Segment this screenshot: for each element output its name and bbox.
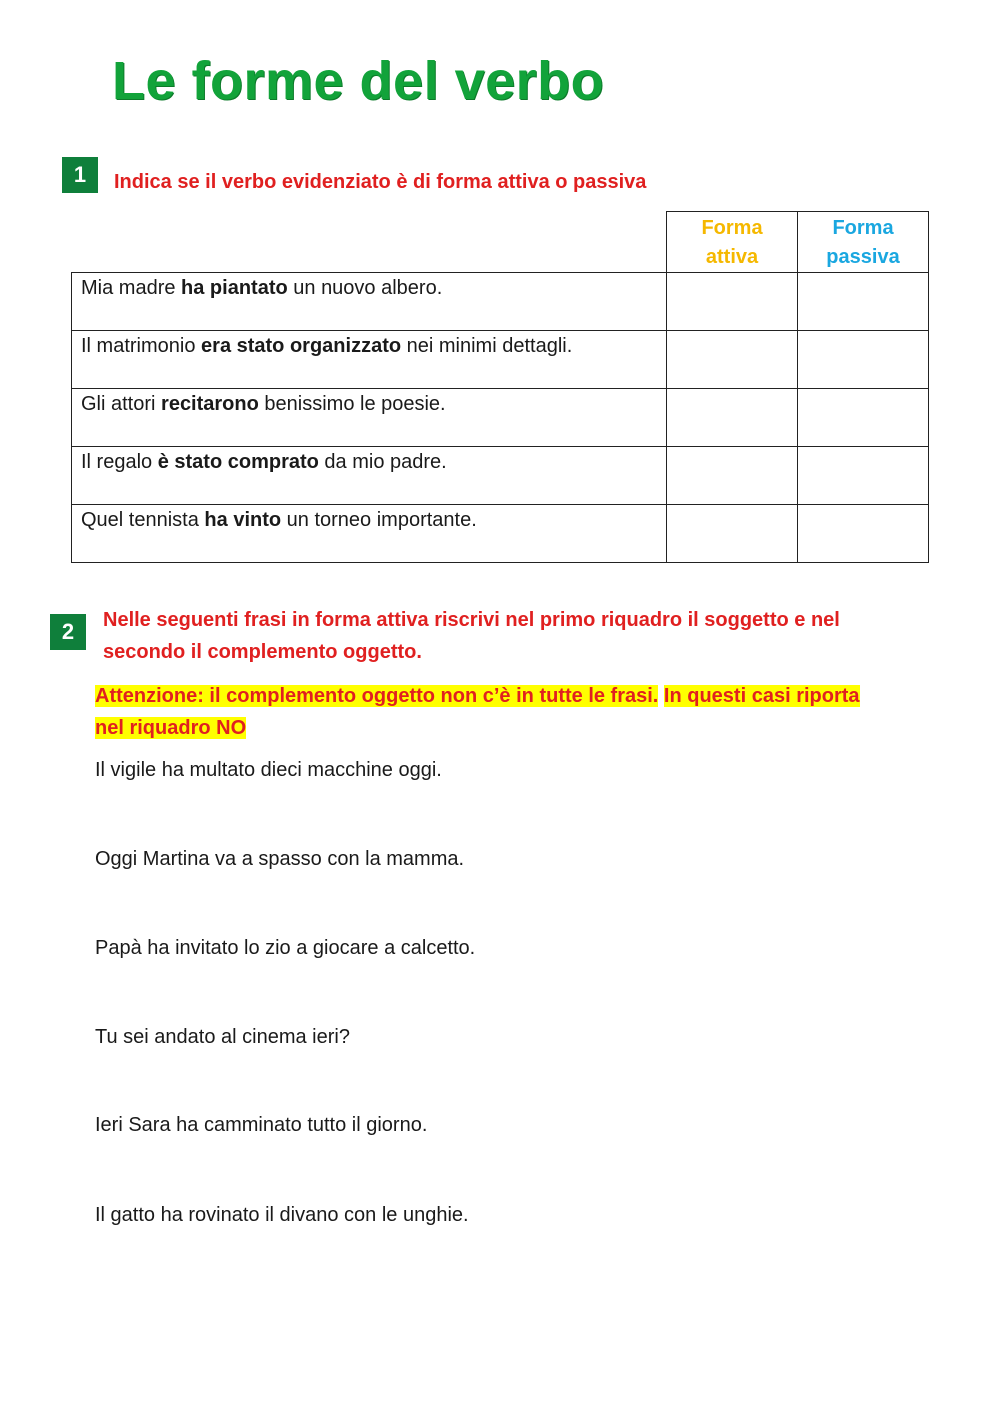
highlighted-verb: è stato comprato <box>157 451 319 473</box>
checkbox-passiva[interactable] <box>798 505 929 563</box>
checkbox-attiva[interactable] <box>667 505 798 563</box>
exercise-2-instruction <box>103 604 840 668</box>
table-row <box>72 273 929 331</box>
header-forma-passiva <box>798 212 929 273</box>
sentence-text: Il matrimonio <box>81 335 202 357</box>
sentence-text: benissimo le poesie. <box>258 393 446 415</box>
checkbox-attiva[interactable] <box>667 389 798 447</box>
header-forma-attiva-line2: attiva <box>705 246 759 268</box>
warning-part-1: Attenzione: il complemento oggetto non c’è in tutte le frasi. <box>95 685 659 707</box>
exercise-2-sentence: Tu sei andato al cinema ieri? <box>95 1026 350 1048</box>
exercise-1-number: 1 <box>62 157 98 193</box>
highlighted-verb: ha piantato <box>181 277 288 299</box>
header-forma-passiva-line2: passiva <box>826 246 900 268</box>
exercise-2-warning <box>95 680 860 744</box>
sentence-text: da mio padre. <box>318 451 447 473</box>
sentence-cell <box>72 447 667 505</box>
warning-part-2: In questi casi riporta <box>663 685 860 707</box>
exercise-1-instruction: Indica se il verbo evidenziato è di forma attiva o passiva <box>114 171 647 193</box>
exercise-2-instruction-line2: secondo il complemento oggetto. <box>103 641 422 663</box>
sentence-cell <box>72 505 667 563</box>
header-forma-attiva-line1: Forma <box>701 217 763 239</box>
header-forma-passiva-line1: Forma <box>832 217 894 239</box>
checkbox-passiva[interactable] <box>798 273 929 331</box>
sentence-text: un torneo importante. <box>281 509 477 531</box>
sentence-text: Mia madre <box>81 277 182 299</box>
exercise-2-sentence: Ieri Sara ha camminato tutto il giorno. <box>95 1114 428 1136</box>
highlighted-verb: ha vinto <box>204 509 282 531</box>
table-row <box>72 331 929 389</box>
checkbox-passiva[interactable] <box>798 331 929 389</box>
exercise-2-instruction-line1: Nelle seguenti frasi in forma attiva riscrivi nel primo riquadro il soggetto e nel <box>103 609 840 631</box>
table-row <box>72 447 929 505</box>
checkbox-attiva[interactable] <box>667 273 798 331</box>
exercise-2-sentence: Il vigile ha multato dieci macchine oggi. <box>95 759 442 781</box>
table-row <box>72 389 929 447</box>
checkbox-passiva[interactable] <box>798 447 929 505</box>
sentence-text: Quel tennista <box>81 509 205 531</box>
checkbox-attiva[interactable] <box>667 447 798 505</box>
header-forma-attiva <box>667 212 798 273</box>
sentence-text: Il regalo <box>81 451 158 473</box>
highlighted-verb: recitarono <box>161 393 259 415</box>
page-title: Le forme del verbo <box>112 51 605 111</box>
table-corner <box>72 212 667 273</box>
sentence-text: Gli attori <box>81 393 162 415</box>
table-row <box>72 505 929 563</box>
sentence-text: nei minimi dettagli. <box>401 335 573 357</box>
exercise-2-sentence: Papà ha invitato lo zio a giocare a calcetto. <box>95 937 476 959</box>
sentence-text: un nuovo albero. <box>287 277 443 299</box>
sentence-cell <box>72 273 667 331</box>
checkbox-attiva[interactable] <box>667 331 798 389</box>
warning-part-3: nel riquadro NO <box>95 717 247 739</box>
sentence-cell <box>72 331 667 389</box>
exercise-1-table <box>71 211 929 563</box>
exercise-2-number: 2 <box>50 614 86 650</box>
highlighted-verb: era stato organizzato <box>201 335 402 357</box>
exercise-2-sentence: Oggi Martina va a spasso con la mamma. <box>95 848 465 870</box>
exercise-2-sentence: Il gatto ha rovinato il divano con le unghie. <box>95 1204 469 1226</box>
sentence-cell <box>72 389 667 447</box>
checkbox-passiva[interactable] <box>798 389 929 447</box>
